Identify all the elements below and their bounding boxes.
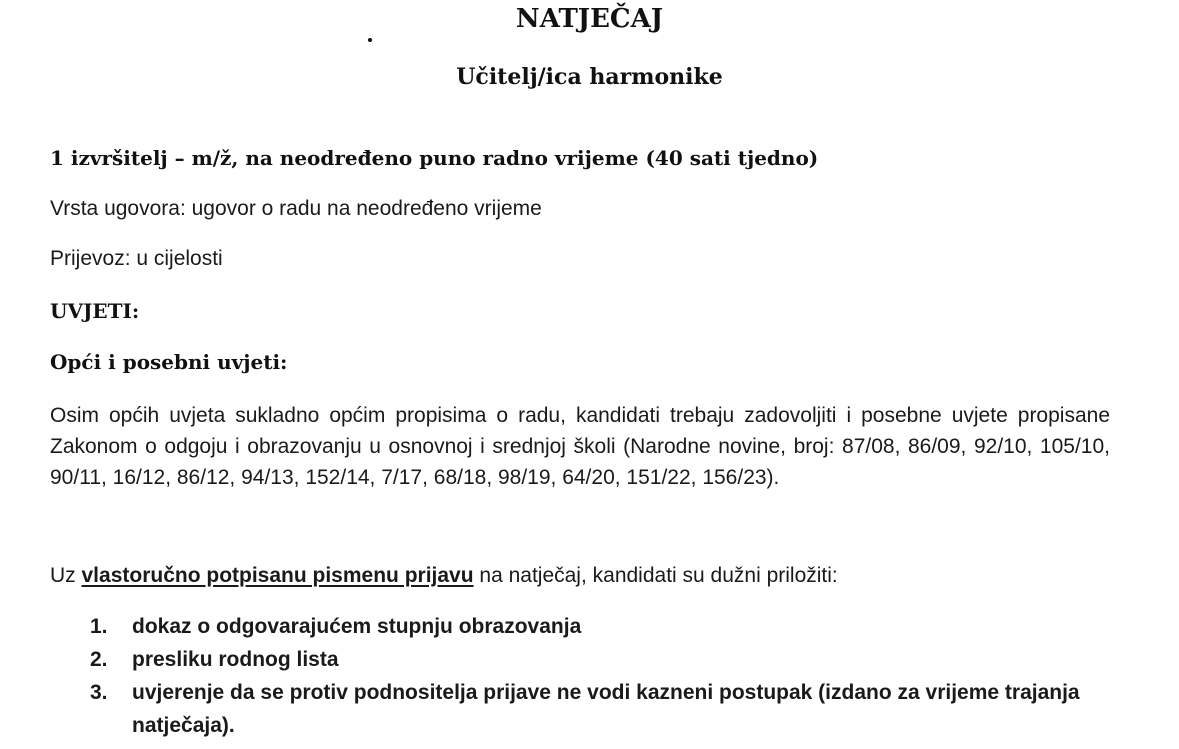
position-line: 1 izvršitelj – m/ž, na neodređeno puno radno vrijeme (40 sati tjedno) xyxy=(50,146,819,170)
document-subtitle: Učitelj/ica harmonike xyxy=(456,64,723,90)
signed-application-emphasis: vlastoručno potpisanu pismenu prijavu xyxy=(81,564,474,587)
list-item xyxy=(90,676,1090,742)
list-item-number: 2. xyxy=(90,648,108,671)
list-item-number: 3. xyxy=(90,681,108,704)
conditions-paragraph: Osim općih uvjeta sukladno općim propisima o radu, kandidati trebaju zadovoljiti i posebne uvjete propisane Zakonom o odgoju i obrazovanju u osnovnoj i srednjoj školi (Narodne novine, broj: 87/08, 86/09, 92/10, 105/10, 90/11, 16/12, 86/12, 94/13, 152/14, 7/17, 68/18, 98/19, 64/20, 151/22, 156/23). xyxy=(50,404,1110,489)
contract-type: Vrsta ugovora: ugovor o radu na neodređeno vrijeme xyxy=(50,197,542,220)
list-item-text: dokaz o odgovarajućem stupnju obrazovanja xyxy=(132,615,582,638)
list-item-number: 1. xyxy=(90,615,108,638)
scan-speck xyxy=(368,38,372,42)
application-intro-prefix: Uz xyxy=(50,564,82,587)
document-title: NATJEČAJ xyxy=(515,4,664,34)
list-item xyxy=(90,610,1090,643)
required-documents-list xyxy=(90,610,1090,742)
application-intro-suffix: na natječaj, kandidati su dužni priložiti: xyxy=(473,564,838,587)
list-item-text: presliku rodnog lista xyxy=(132,648,339,671)
conditions-heading: UVJETI: xyxy=(50,299,140,323)
list-item xyxy=(90,643,1090,676)
application-intro xyxy=(50,563,838,589)
general-conditions-heading: Opći i posebni uvjeti: xyxy=(50,350,288,374)
list-item-text: uvjerenje da se protiv podnositelja prijave ne vodi kazneni postupak (izdano za vrijeme trajanja natječaja). xyxy=(132,681,1080,737)
transport-info: Prijevoz: u cijelosti xyxy=(50,247,223,270)
